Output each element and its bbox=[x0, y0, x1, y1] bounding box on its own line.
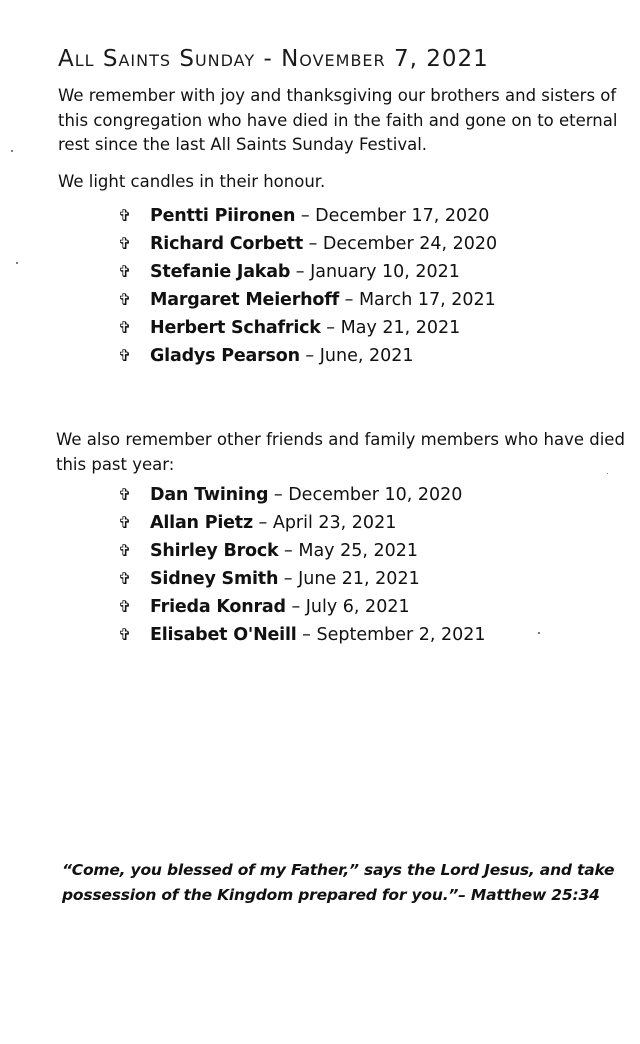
cross-icon: ✞ bbox=[118, 262, 132, 281]
member-name: Herbert Schafrick bbox=[150, 318, 321, 338]
other-date: July 6, 2021 bbox=[305, 597, 410, 617]
separator: – bbox=[285, 597, 306, 617]
separator: – bbox=[295, 206, 316, 226]
list-item bbox=[118, 537, 486, 565]
list-item bbox=[118, 481, 486, 509]
cross-icon: ✞ bbox=[118, 318, 132, 337]
cross-icon: ✞ bbox=[118, 206, 132, 225]
member-date: December 17, 2020 bbox=[315, 206, 490, 226]
other-name: Frieda Konrad bbox=[150, 597, 286, 617]
other-name: Dan Twining bbox=[150, 485, 269, 505]
list-item bbox=[118, 202, 497, 230]
other-name: Allan Pietz bbox=[150, 513, 253, 533]
separator: – bbox=[252, 513, 273, 533]
intro-paragraph: We remember with joy and thanksgiving our brothers and sisters of this congregation who have died in the faith and gone on to eternal rest since the last All Saints Sunday Festival. bbox=[58, 86, 618, 154]
member-date: May 21, 2021 bbox=[340, 318, 461, 338]
other-date: December 10, 2020 bbox=[288, 485, 463, 505]
member-name: Pentti Piironen bbox=[150, 206, 296, 226]
separator: – bbox=[299, 346, 320, 366]
cross-icon: ✞ bbox=[118, 346, 132, 365]
member-name: Stefanie Jakab bbox=[150, 262, 291, 282]
member-name: Gladys Pearson bbox=[150, 346, 300, 366]
separator: – bbox=[278, 541, 299, 561]
other-date: May 25, 2021 bbox=[298, 541, 419, 561]
cross-icon: ✞ bbox=[118, 513, 132, 532]
other-date: June 21, 2021 bbox=[298, 569, 420, 589]
candles-paragraph: We light candles in their honour. bbox=[58, 172, 326, 191]
separator: – bbox=[268, 485, 289, 505]
list-item bbox=[118, 230, 497, 258]
other-name: Sidney Smith bbox=[150, 569, 279, 589]
other-name: Elisabet O'Neill bbox=[150, 625, 297, 645]
member-date: June, 2021 bbox=[319, 346, 414, 366]
member-date: December 24, 2020 bbox=[322, 234, 498, 254]
cross-icon: ✞ bbox=[118, 485, 132, 504]
list-item bbox=[118, 621, 486, 649]
other-name: Shirley Brock bbox=[150, 541, 279, 561]
list-item bbox=[118, 593, 486, 621]
list-item bbox=[118, 509, 486, 537]
cross-icon: ✞ bbox=[118, 569, 132, 588]
list-item bbox=[118, 258, 497, 286]
other-date: April 23, 2021 bbox=[272, 513, 397, 533]
scripture-verse: “Come, you blessed of my Father,” says the Lord Jesus, and take possession of the Kingdom prepared for you.”– Matthew 25:34 bbox=[62, 861, 615, 904]
list-item bbox=[118, 286, 497, 314]
cross-icon: ✞ bbox=[118, 234, 132, 253]
cross-icon: ✞ bbox=[118, 290, 132, 309]
scan-speck bbox=[538, 632, 540, 634]
member-date: January 10, 2021 bbox=[310, 262, 460, 282]
other-date: September 2, 2021 bbox=[316, 625, 486, 645]
member-date: March 17, 2021 bbox=[358, 290, 496, 310]
cross-icon: ✞ bbox=[118, 625, 132, 644]
scan-speck bbox=[607, 473, 608, 474]
scan-speck bbox=[16, 262, 18, 264]
others-list bbox=[118, 481, 486, 649]
separator: – bbox=[296, 625, 317, 645]
member-name: Richard Corbett bbox=[150, 234, 303, 254]
list-item bbox=[118, 314, 497, 342]
list-item bbox=[118, 342, 497, 370]
separator: – bbox=[320, 318, 341, 338]
member-name: Margaret Meierhoff bbox=[150, 290, 340, 310]
scan-speck bbox=[11, 150, 13, 152]
page-title: All Saints Sunday - November 7, 2021 bbox=[58, 46, 489, 72]
also-paragraph: We also remember other friends and family members who have died this past year: bbox=[56, 430, 625, 474]
separator: – bbox=[278, 569, 299, 589]
cross-icon: ✞ bbox=[118, 597, 132, 616]
separator: – bbox=[290, 262, 311, 282]
separator: – bbox=[303, 234, 323, 254]
separator: – bbox=[339, 290, 359, 310]
members-list bbox=[118, 202, 497, 370]
list-item bbox=[118, 565, 486, 593]
cross-icon: ✞ bbox=[118, 541, 132, 560]
